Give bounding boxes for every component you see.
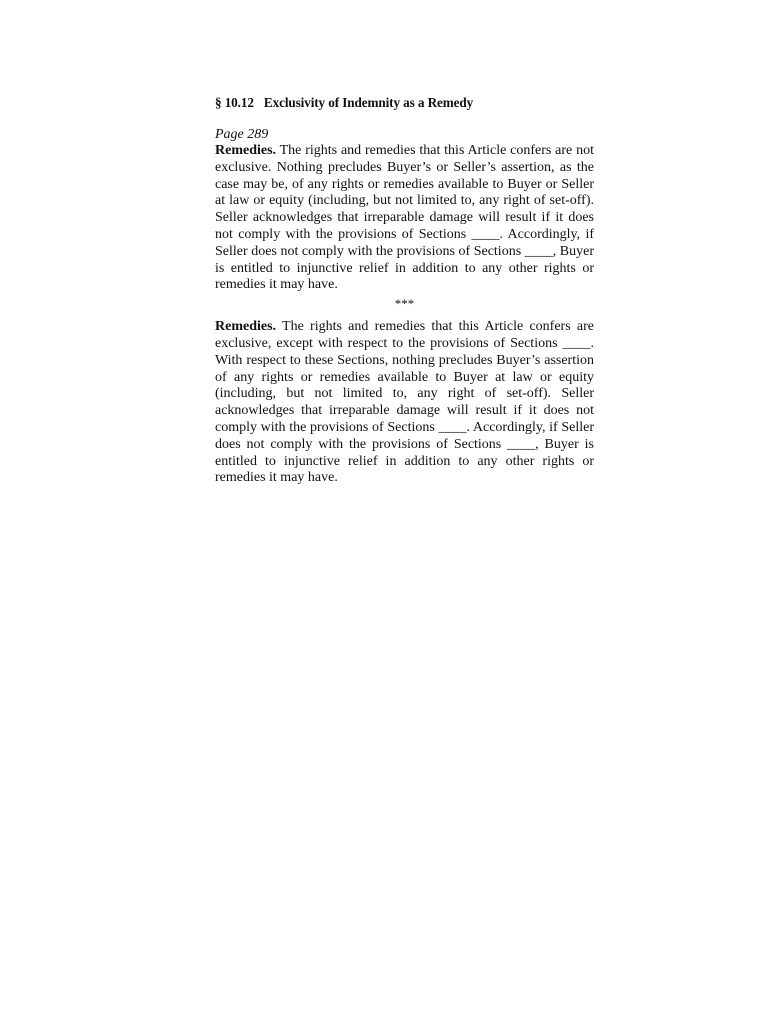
paragraph-non-exclusive-remedies <box>215 143 594 294</box>
paragraph-body: The rights and remedies that this Article confers are not exclusive. Nothing precludes Buyer’s or Seller’s assertion, as the case may be, of any rights or remedies available to Buyer or Seller at law or equity (including, but not limited to, any right of set-off). Seller acknowledges that irreparable damage will result if it does not comply with the provisions of Sections ____. Accordingly, if Seller does not comply with the provisions of Sections ____, Buyer is entitled to injunctive relief in addition to any other rights or remedies it may have. <box>215 143 594 293</box>
paragraph-lead: Remedies. <box>215 143 277 158</box>
document-page <box>215 94 594 487</box>
paragraph-exclusive-remedies <box>215 319 594 487</box>
section-heading <box>215 94 594 112</box>
page-reference: Page 289 <box>215 127 269 142</box>
paragraph-body: The rights and remedies that this Article confers are exclusive, except with respect to the provisions of Sections ____. With respect to these Sections, nothing precludes Buyer’s assertion of any rights or remedies available to Buyer at law or equity (including, but not limited to, any right of set-off). Seller acknowledges that irreparable damage will result if it does not comply with the provisions of Sections ____. Accordingly, if Seller does not comply with the provisions of Sections ____, Buyer is entitled to injunctive relief in addition to any other rights or remedies it may have. <box>215 319 594 486</box>
separator: *** <box>394 296 415 312</box>
section-number: § 10.12 <box>215 95 254 110</box>
section-title: Exclusivity of Indemnity as a Remedy <box>263 95 474 110</box>
paragraph-lead: Remedies. <box>215 319 277 335</box>
